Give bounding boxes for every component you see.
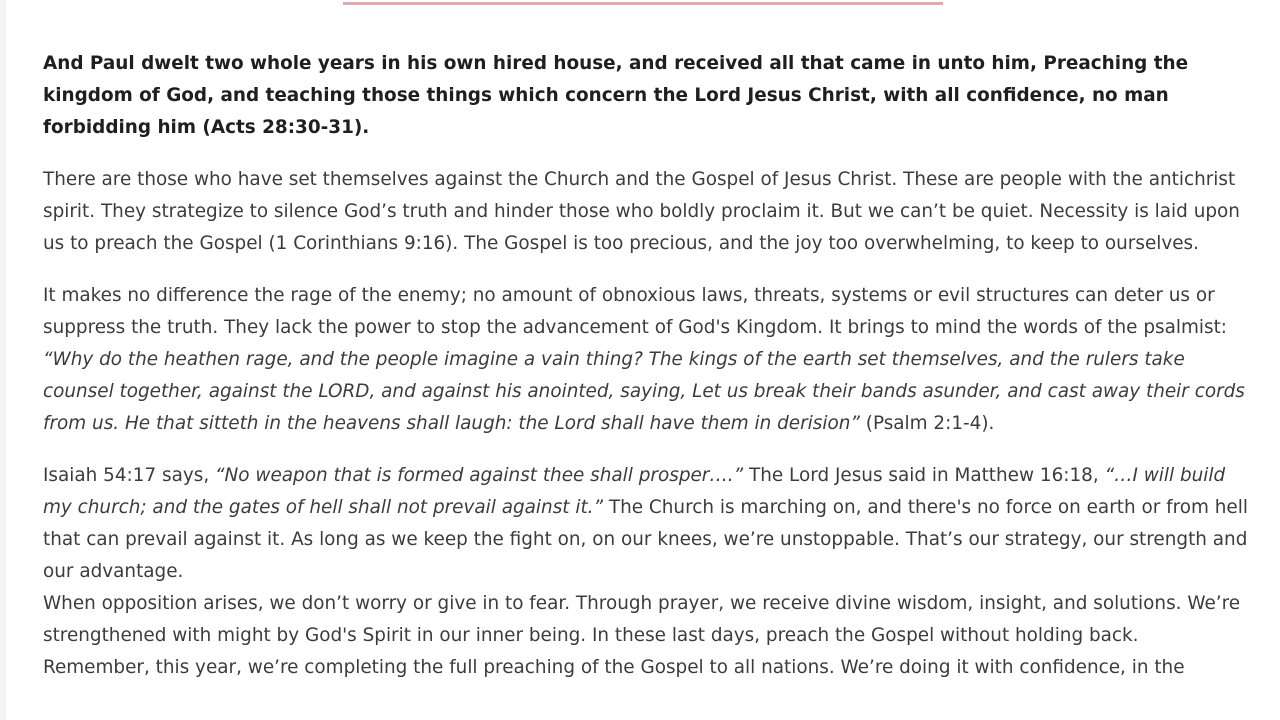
paragraph-3-part-a: Isaiah 54:17 says, [43, 465, 216, 486]
matthew-quote: “…I will build my church; and the gates of hell shall not prevail against it.” [43, 465, 1226, 518]
title-divider [343, 2, 943, 5]
paragraph-3-part-c: The Lord Jesus said in Matthew 16:18, [743, 465, 1105, 486]
psalm-quote: “Why do the heathen rage, and the people imagine a vain thing? The kings of the earth set themselves, and the rulers take counsel together, against the LORD, and against his anointed, saying, Let us break their bands asunder, and cast away their cords from us. He that sitteth in the heavens shall laugh: the Lord shall have them in derision” [43, 349, 1245, 434]
paragraph-1: There are those who have set themselves against the Church and the Gospel of Jesus Christ. These are people with the antichrist spirit. They strategize to silence God’s truth and hinder those who boldly proclaim it. But we can’t be quiet. Necessity is laid upon us to preach the Gospel (1 Corinthians 9:16). The Gospel is too precious, and the joy too overwhelming, to keep to ourselves. [43, 169, 1240, 254]
left-margin-shade [0, 0, 6, 720]
scripture-lead: And Paul dwelt two whole years in his own hired house, and received all that came in unto him, Preaching the kingdom of God, and teaching those things which concern the Lord Jesus Christ, with all confidence, no man forbidding him (Acts 28:30-31). [43, 53, 1189, 138]
paragraph-4: When opposition arises, we don’t worry or give in to fear. Through prayer, we receive divine wisdom, insight, and solutions. We’re strengthened with might by God's Spirit in our inner being. In these last days, preach the Gospel without holding back. Remember, this year, we’re completing the full preaching of the Gospel to all nations. We’re doing it with confidence, in the [43, 593, 1241, 678]
paragraph-2-intro: It makes no difference the rage of the enemy; no amount of obnoxious laws, threats, systems or evil structures can deter us or suppress the truth. They lack the power to stop the advancement of God's Kingdom. It brings to mind the words of the psalmist: [43, 285, 1227, 338]
paragraph-3 [43, 460, 1248, 588]
paragraph-3-part-e: The Church is marching on, and there's no force on earth or from hell that can prevail against it. As long as we keep the fight on, on our knees, we’re unstoppable. That’s our strategy, our strength and our advantage. [43, 497, 1248, 582]
isaiah-quote: “No weapon that is formed against thee shall prosper….” [215, 465, 744, 486]
psalm-reference: (Psalm 2:1-4). [859, 413, 995, 434]
article-body [43, 48, 1248, 704]
paragraph-2 [43, 280, 1248, 440]
